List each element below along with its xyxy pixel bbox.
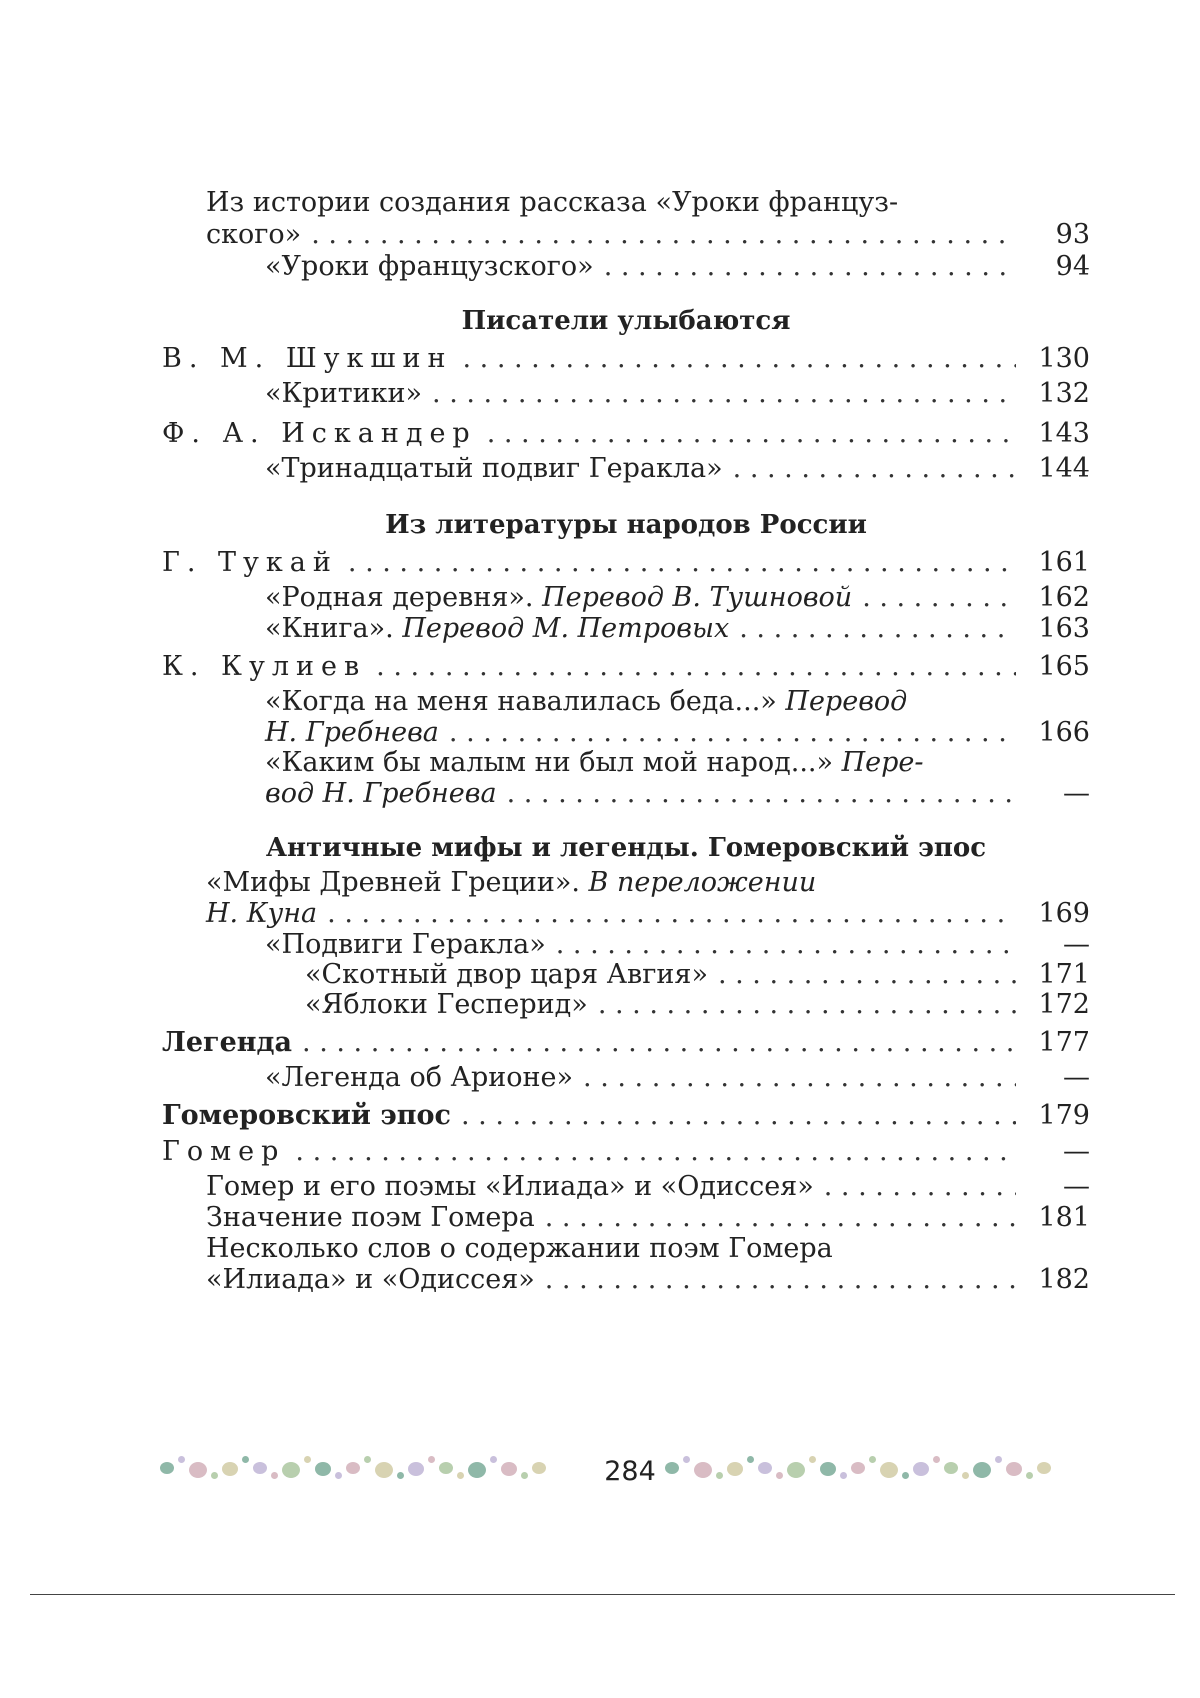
toc-entry[interactable]: [206, 898, 1090, 930]
leader-dots: [862, 582, 1016, 614]
toc-entry[interactable]: [162, 1136, 1090, 1168]
ornament-dot: [468, 1462, 486, 1478]
toc-page-number: 143: [1038, 418, 1090, 449]
toc-page-number: —: [1063, 778, 1090, 809]
ornament-dot: [397, 1472, 404, 1479]
ornament-dot: [271, 1472, 278, 1479]
toc-entry-title: «Тринадцатый подвиг Геракла»: [265, 453, 723, 484]
toc-page-number: —: [1063, 929, 1090, 960]
ornament-dot: [532, 1462, 546, 1474]
leader-dots: [739, 613, 1016, 645]
section-heading: Из литературы народов России: [385, 510, 867, 540]
leader-dots: [376, 651, 1016, 683]
toc-page-number: 177: [1038, 1027, 1090, 1058]
ornament-dot: [282, 1462, 300, 1478]
ornament-dot: [501, 1462, 517, 1476]
ornament-dot: [1037, 1462, 1051, 1474]
ornament-dot: [1006, 1462, 1022, 1476]
toc-page-number: 169: [1038, 898, 1090, 929]
toc-entry[interactable]: [305, 989, 1090, 1021]
toc-entry-translator: Перевод М. Петровых: [402, 613, 730, 644]
ornament-dot: [242, 1456, 249, 1463]
toc-page-number: 132: [1038, 378, 1090, 409]
ornament-dot: [439, 1462, 453, 1474]
toc-entry[interactable]: [265, 453, 1090, 485]
ornament-dot: [913, 1462, 929, 1476]
toc-page-number: 171: [1038, 959, 1090, 990]
ornament-dot: [428, 1456, 435, 1463]
toc-entry-title: «Мифы Древней Греции».: [206, 867, 580, 898]
toc-entry[interactable]: [162, 1100, 1090, 1132]
ornament-dot: [747, 1456, 754, 1463]
leader-dots: [327, 898, 1016, 930]
toc-entry[interactable]: [305, 959, 1090, 991]
toc-page-number: 165: [1038, 651, 1090, 682]
ornament-dot: [408, 1462, 424, 1476]
ornament-dot: [160, 1462, 174, 1474]
ornament-dot: [521, 1472, 528, 1479]
toc-entry-title: Из истории создания рассказа «Уроки француз-: [206, 187, 899, 218]
ornament-dot: [189, 1462, 207, 1478]
toc-entry-translator: Перевод В. Тушновой: [542, 582, 853, 613]
ornament-dot: [944, 1462, 958, 1474]
toc-entry-line: [206, 867, 816, 899]
ornament-dot: [880, 1462, 898, 1478]
ornament-dot: [375, 1462, 393, 1478]
toc-entry[interactable]: [162, 1027, 1090, 1059]
toc-entry-section: Гомеровский эпос: [162, 1100, 451, 1131]
toc-page-number: 181: [1038, 1202, 1090, 1233]
toc-entry-title: Значение поэм Гомера: [206, 1202, 535, 1233]
toc-entry[interactable]: [265, 613, 1090, 645]
toc-entry-author: Г. Тукай: [162, 547, 338, 578]
ornament-dot: [973, 1462, 991, 1478]
ornament-dot: [902, 1472, 909, 1479]
toc-page-number: 166: [1038, 717, 1090, 748]
toc-entry-title: «Яблоки Гесперид»: [305, 989, 588, 1020]
ornament-dot: [727, 1462, 743, 1476]
toc-entry[interactable]: [265, 778, 1090, 810]
ornament-dot: [211, 1472, 218, 1479]
toc-entry[interactable]: [162, 651, 1090, 683]
leader-dots: [449, 717, 1016, 749]
leader-dots: [824, 1171, 1016, 1203]
toc-entry-translator: Н. Куна: [206, 898, 318, 929]
toc-entry-title: «Критики»: [265, 378, 423, 409]
toc-page-number: 144: [1038, 453, 1090, 484]
toc-entry-translator: Н. Гребнева: [265, 717, 439, 748]
ornament-dot: [304, 1456, 311, 1463]
toc-entry-title: «Книга».: [265, 613, 394, 644]
toc-page-number: 94: [1055, 251, 1090, 282]
ornament-dot: [820, 1462, 836, 1476]
leader-dots: [487, 418, 1016, 450]
toc-entry-author: Ф. А. Искандер: [162, 418, 477, 449]
toc-entry-title: «Легенда об Арионе»: [265, 1062, 574, 1093]
ornament-dot: [809, 1456, 816, 1463]
toc-page-number: —: [1063, 1171, 1090, 1202]
toc-page-number: —: [1063, 1136, 1090, 1167]
toc-entry-translator: Перевод: [785, 686, 908, 717]
leader-dots: [311, 219, 1016, 251]
toc-entry-title: Несколько слов о содержании поэм Гомера: [206, 1233, 833, 1264]
ornament-dot: [840, 1472, 847, 1479]
ornament-dot: [851, 1462, 865, 1474]
toc-entry-line: [265, 686, 907, 718]
toc-entry[interactable]: [162, 418, 1090, 450]
toc-entry-line: [265, 747, 924, 779]
ornament-dot: [683, 1456, 690, 1463]
leader-dots: [598, 989, 1016, 1021]
ornament-dot: [869, 1456, 876, 1463]
ornament-dot: [490, 1456, 497, 1463]
section-heading: Писатели улыбаются: [461, 306, 791, 336]
toc-entry[interactable]: [206, 219, 1090, 251]
toc-entry[interactable]: [206, 1171, 1090, 1203]
toc-entry-title: «Родная деревня».: [265, 582, 534, 613]
toc-page-number: 172: [1038, 989, 1090, 1020]
toc-entry-title: «Когда на меня навалилась беда...»: [265, 686, 777, 717]
ornament-dot: [716, 1472, 723, 1479]
toc-entry-author: К. Кулиев: [162, 651, 367, 682]
ornament-dot: [694, 1462, 712, 1478]
leader-dots: [604, 251, 1016, 283]
page-number: 284: [604, 1456, 656, 1487]
toc-entry-line: [206, 1233, 833, 1265]
leader-dots: [348, 547, 1016, 579]
leader-dots: [583, 1062, 1016, 1094]
toc-entry[interactable]: [162, 343, 1090, 375]
ornament-dot: [222, 1462, 238, 1476]
toc-entry[interactable]: [265, 1062, 1090, 1094]
toc-entry-section: Легенда: [162, 1027, 293, 1058]
toc-entry-translator: В переложении: [588, 867, 817, 898]
leader-dots: [545, 1264, 1016, 1296]
bottom-rule: [30, 1594, 1175, 1595]
toc-entry-title: «Илиада» и «Одиссея»: [206, 1264, 535, 1295]
toc-entry-translator: вод Н. Гребнева: [265, 778, 497, 809]
toc-entry-line: [206, 187, 898, 219]
ornament-dot: [1026, 1472, 1033, 1479]
leader-dots: [733, 453, 1016, 485]
toc-entry[interactable]: [265, 251, 1090, 283]
toc-entry[interactable]: [162, 547, 1090, 579]
ornament-dot: [346, 1462, 360, 1474]
toc-entry[interactable]: [206, 1202, 1090, 1234]
ornament-dot: [962, 1472, 969, 1479]
toc-entry-translator: Пере-: [841, 747, 924, 778]
toc-page-number: 93: [1055, 219, 1090, 250]
toc-entry[interactable]: [265, 929, 1090, 961]
toc-entry[interactable]: [265, 378, 1090, 410]
toc-entry[interactable]: [206, 1264, 1090, 1296]
leader-dots: [556, 929, 1016, 961]
leader-dots: [295, 1136, 1016, 1168]
toc-page-number: 161: [1038, 547, 1090, 578]
leader-dots: [462, 343, 1016, 375]
leader-dots: [507, 778, 1016, 810]
toc-entry-author: В. М. Шукшин: [162, 343, 453, 374]
ornament-dot: [178, 1456, 185, 1463]
toc-page-number: 162: [1038, 582, 1090, 613]
ornament-dot: [335, 1472, 342, 1479]
toc-page-number: 163: [1038, 613, 1090, 644]
leader-dots: [432, 378, 1016, 410]
toc-page-number: 130: [1038, 343, 1090, 374]
ornament-dot: [787, 1462, 805, 1478]
ornament-dot: [995, 1456, 1002, 1463]
ornament-dot: [457, 1472, 464, 1479]
leader-dots: [718, 959, 1016, 991]
ornament-dot: [758, 1462, 772, 1474]
leader-dots: [302, 1027, 1016, 1059]
toc-page-number: 179: [1038, 1100, 1090, 1131]
toc-entry[interactable]: [265, 582, 1090, 614]
toc-entry-title: ского»: [206, 219, 302, 250]
toc-page-number: 182: [1038, 1264, 1090, 1295]
toc-entry-author: Гомер: [162, 1136, 286, 1167]
leader-dots: [461, 1100, 1016, 1132]
toc-entry[interactable]: [265, 717, 1090, 749]
toc-entry-title: Гомер и его поэмы «Илиада» и «Одиссея»: [206, 1171, 814, 1202]
ornament-dot: [364, 1456, 371, 1463]
leader-dots: [545, 1202, 1016, 1234]
ornament-dot: [933, 1456, 940, 1463]
toc-entry-title: «Подвиги Геракла»: [265, 929, 546, 960]
ornament-dot: [776, 1472, 783, 1479]
toc-entry-title: «Скотный двор царя Авгия»: [305, 959, 708, 990]
toc-entry-title: «Уроки французского»: [265, 251, 594, 282]
ornament-dot: [315, 1462, 331, 1476]
ornament-dot: [253, 1462, 267, 1474]
toc-entry-title: «Каким бы малым ни был мой народ...»: [265, 747, 834, 778]
section-heading: Античные мифы и легенды. Гомеровский эпос: [265, 833, 987, 863]
toc-page-number: —: [1063, 1062, 1090, 1093]
